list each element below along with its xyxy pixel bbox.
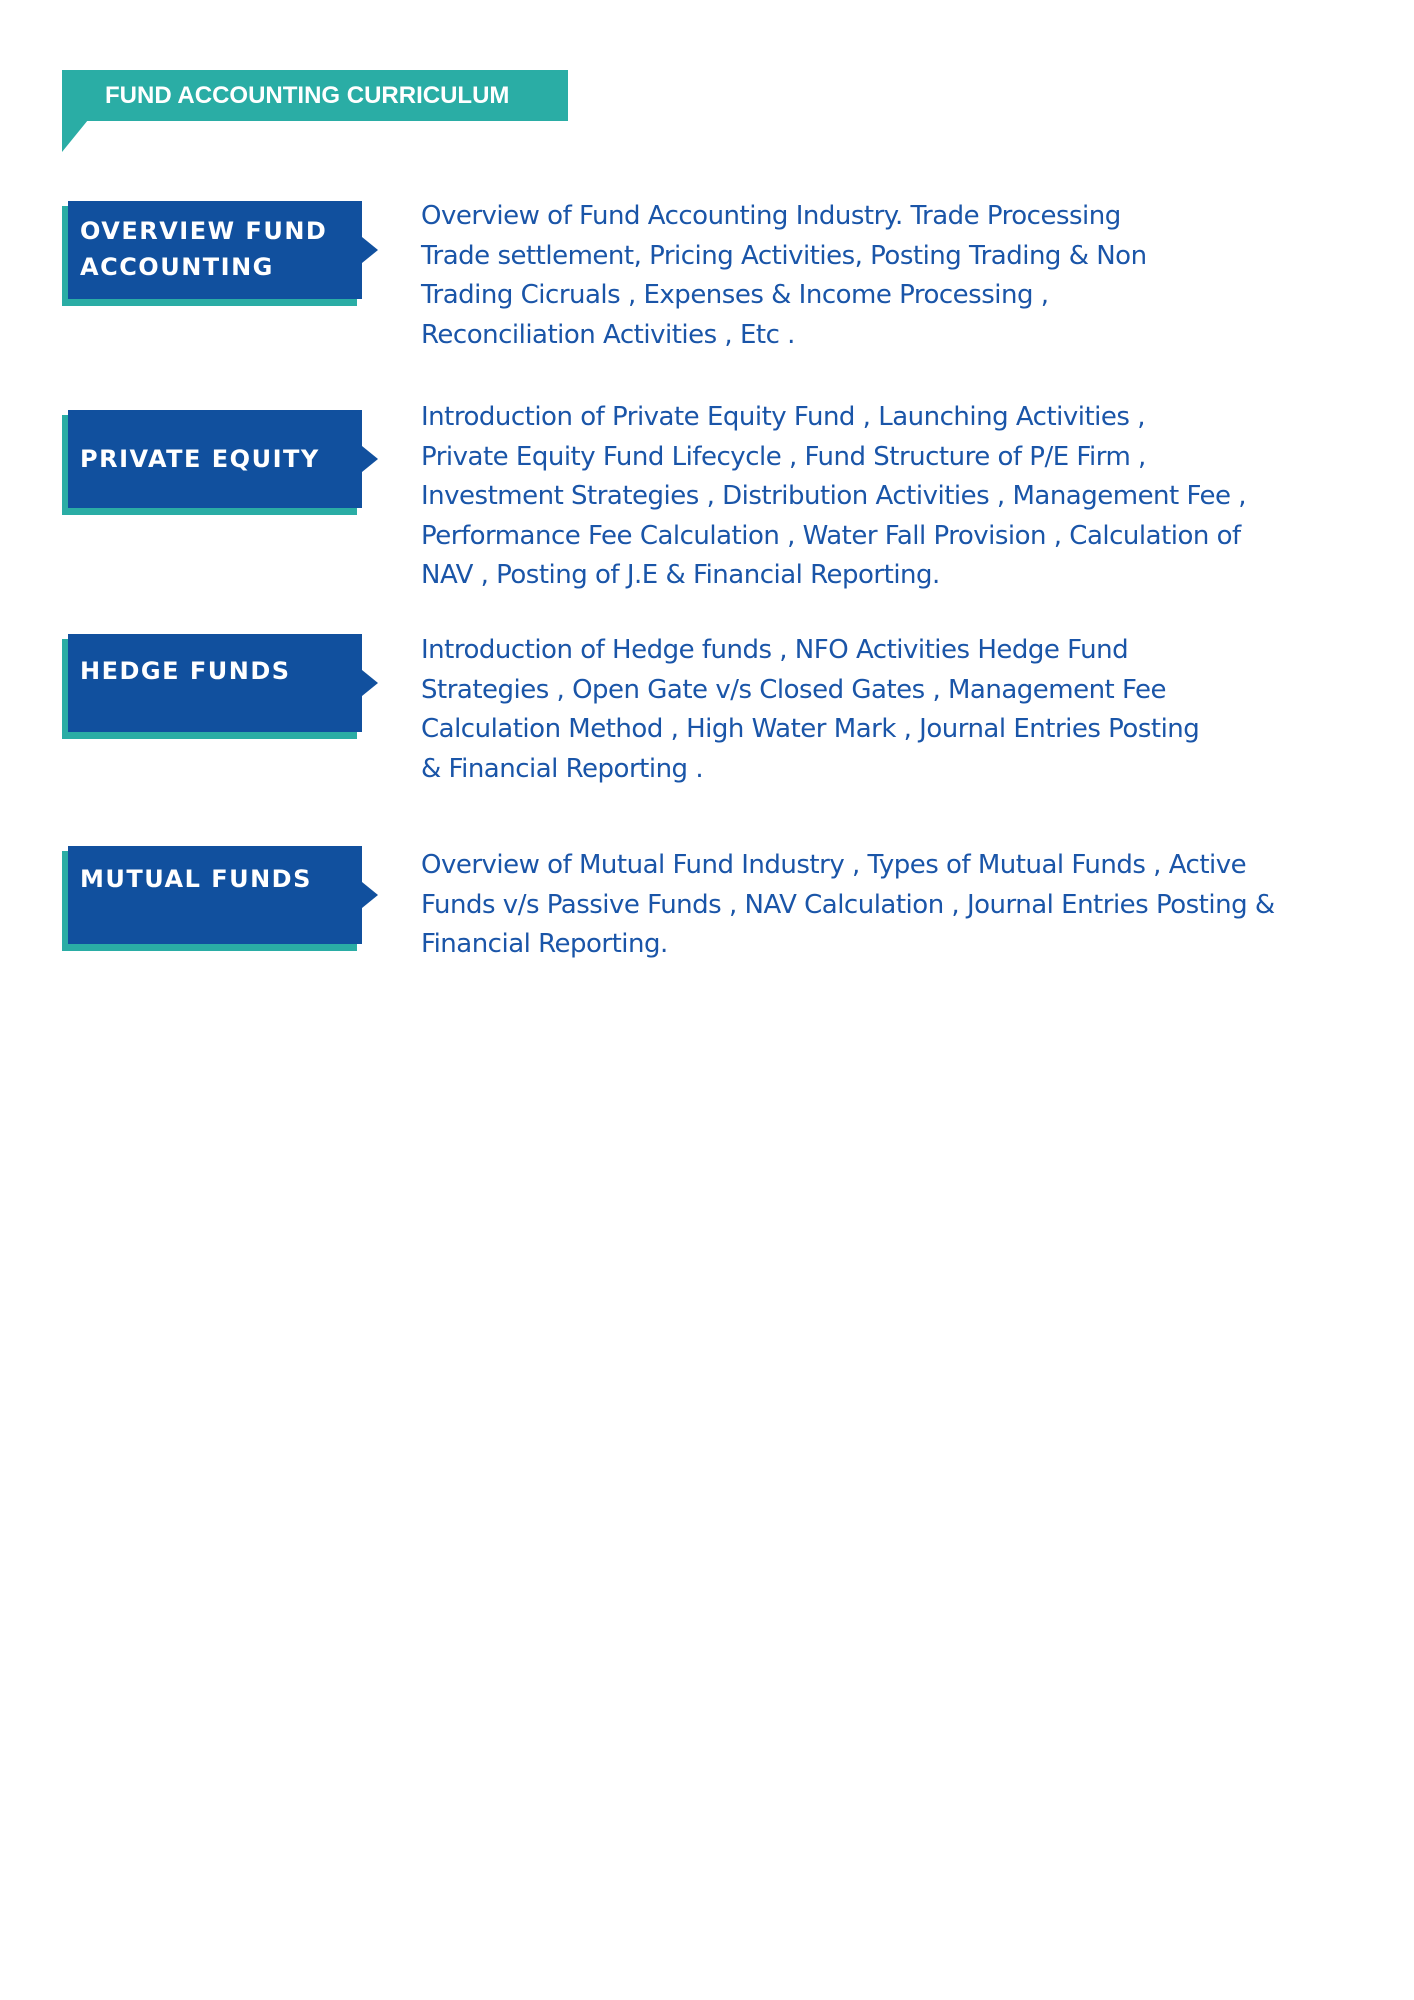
chevron-right-icon (362, 670, 378, 696)
section-description-overview-fund-accounting (421, 197, 1411, 355)
description-line: Strategies , Open Gate v/s Closed Gates , Management Fee (421, 674, 1167, 705)
description-line: Overview of Mutual Fund Industry , Types of Mutual Funds , Active (421, 850, 1247, 880)
description-line: & Financial Reporting . (421, 753, 704, 784)
section-description-hedge-funds (421, 631, 1411, 789)
description-line: Private Equity Fund Lifecycle , Fund Structure of P/E Firm , (421, 441, 1146, 472)
description-line: Introduction of Hedge funds , NFO Activities Hedge Fund (421, 635, 1129, 665)
description-line: Financial Reporting. (421, 929, 668, 959)
description-line: Investment Strategies , Distribution Activities , Management Fee , (421, 481, 1247, 511)
description-line: Trading Cicruals , Expenses & Income Processing , (421, 280, 1049, 310)
section-label-private-equity (62, 410, 382, 520)
section-label-hedge-funds (62, 634, 382, 744)
description-line: Introduction of Private Equity Fund , Launching Activities , (421, 402, 1145, 432)
description-line: Trade settlement, Pricing Activities, Posting Trading & Non (421, 240, 1147, 271)
section-label-line: MUTUAL FUNDS (80, 865, 312, 893)
description-line: Reconciliation Activities , Etc . (421, 319, 795, 350)
chevron-right-icon (362, 882, 378, 908)
section-description-private-equity (421, 398, 1411, 596)
chevron-right-icon (362, 237, 378, 263)
page-title: FUND ACCOUNTING CURRICULUM (105, 82, 510, 109)
description-line: Overview of Fund Accounting Industry. Trade Processing (421, 201, 1121, 231)
description-line: Funds v/s Passive Funds , NAV Calculation , Journal Entries Posting & (421, 889, 1275, 920)
section-label-line: HEDGE FUNDS (80, 657, 291, 685)
section-description-mutual-funds (421, 846, 1411, 965)
chevron-right-icon (362, 446, 378, 472)
description-line: Calculation Method , High Water Mark , Journal Entries Posting (421, 714, 1200, 744)
section-label-line: PRIVATE EQUITY (80, 445, 320, 473)
section-label-line: OVERVIEW FUND (80, 217, 328, 245)
section-label-line: ACCOUNTING (80, 253, 274, 281)
banner-fold-icon (62, 120, 88, 152)
section-label-mutual-funds (62, 846, 382, 956)
description-line: Performance Fee Calculation , Water Fall Provision , Calculation of (421, 520, 1241, 551)
section-label-overview-fund-accounting (62, 201, 382, 311)
description-line: NAV , Posting of J.E & Financial Reporting. (421, 560, 940, 590)
